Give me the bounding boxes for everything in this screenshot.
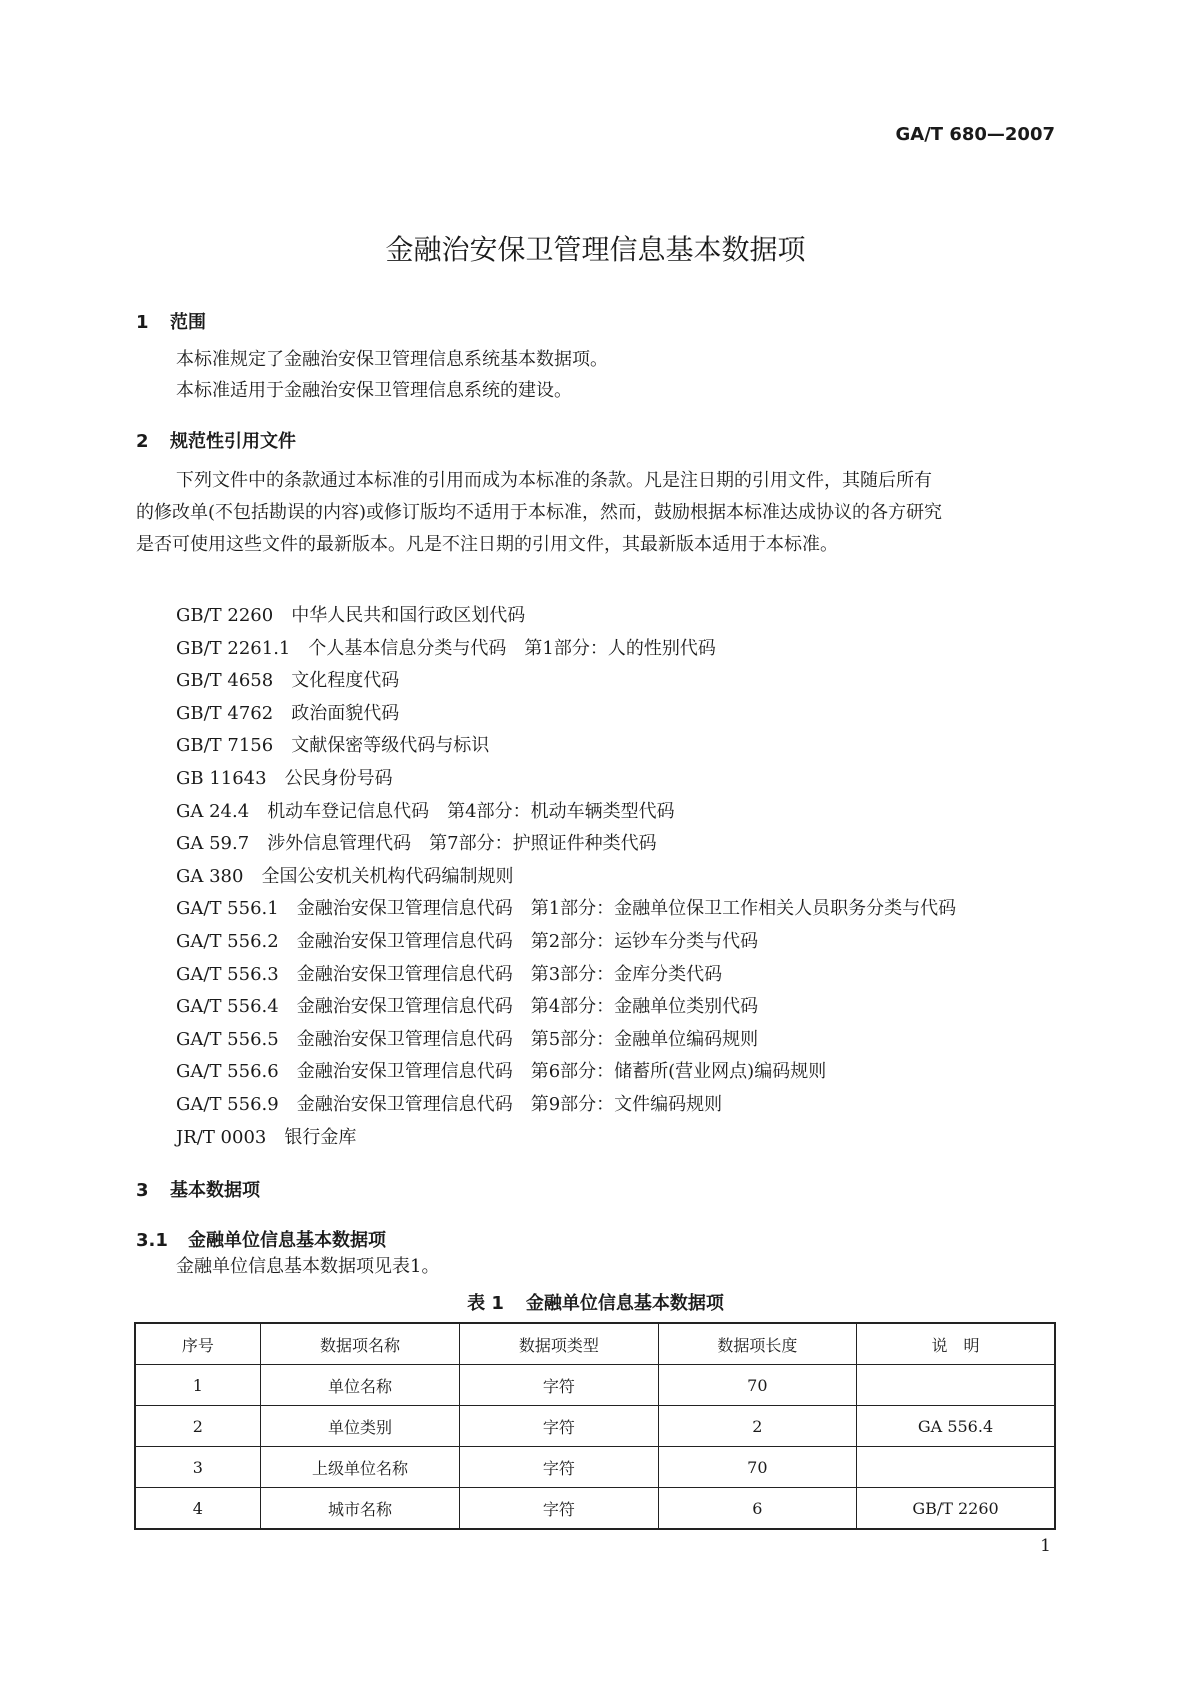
table-cell: 上级单位名称 [260, 1447, 459, 1488]
reference-title: 政治面貌代码 [291, 702, 400, 724]
reference-code: GB/T 2260 [176, 605, 274, 626]
table-cell: 70 [658, 1447, 856, 1488]
reference-code: GA 24.4 [176, 800, 250, 822]
table-cell: 4 [135, 1488, 260, 1530]
header-cell: 说 明 [857, 1323, 1055, 1365]
reference-title: 公民身份号码 [284, 767, 393, 789]
reference-item [176, 730, 956, 763]
reference-title: 涉外信息管理代码 第7部分：护照证件种类代码 [267, 833, 657, 855]
subsection-3-1-heading [136, 1226, 386, 1252]
table-row [135, 1406, 1055, 1447]
reference-title: 机动车登记信息代码 第4部分：机动车辆类型代码 [267, 800, 675, 822]
reference-code: GA 380 [176, 865, 244, 887]
reference-item [176, 861, 956, 894]
reference-code: GB/T 4762 [176, 702, 274, 724]
reference-item [176, 665, 956, 698]
reference-code: GB/T 4658 [176, 670, 274, 692]
section-1-heading [136, 308, 206, 334]
reference-title: 银行金库 [284, 1126, 357, 1148]
reference-code: GA/T 556.6 [176, 1061, 279, 1083]
table-cell: 字符 [460, 1447, 658, 1488]
table-cell: 单位名称 [260, 1365, 459, 1406]
reference-title: 文献保密等级代码与标识 [291, 735, 490, 757]
header-cell: 数据项长度 [658, 1323, 856, 1365]
reference-item [176, 600, 956, 633]
table-cell: GB/T 2260 [857, 1488, 1055, 1530]
section-2-heading [136, 427, 296, 453]
intro-line: 下列文件中的条款通过本标准的引用而成为本标准的条款。凡是注日期的引用文件，其随后所有 [176, 470, 932, 491]
data-items-table [134, 1322, 1056, 1530]
section-title: 范围 [170, 312, 206, 333]
section-3-heading [136, 1176, 260, 1202]
table-cell: 3 [135, 1447, 260, 1488]
table-cell [857, 1447, 1055, 1488]
reference-item [176, 828, 956, 861]
page-number: 1 [1040, 1536, 1051, 1556]
reference-title: 金融治安保卫管理信息代码 第5部分：金融单位编码规则 [296, 1028, 759, 1050]
reference-code: GB 11643 [176, 767, 267, 789]
reference-code: GB/T 2261.1 [176, 637, 291, 659]
header-cell: 序号 [135, 1323, 260, 1365]
reference-item [176, 1056, 956, 1089]
reference-item [176, 633, 956, 666]
reference-item [176, 1024, 956, 1057]
table-row [135, 1365, 1055, 1406]
reference-title: 金融治安保卫管理信息代码 第3部分：金库分类代码 [296, 963, 723, 985]
reference-item [176, 893, 956, 926]
section-number: 1 [136, 312, 149, 333]
subsection-3-1-text: 金融单位信息基本数据项见表1。 [176, 1256, 440, 1277]
reference-code: GA/T 556.9 [176, 1093, 279, 1115]
reference-code: JR/T 0003 [176, 1126, 267, 1148]
reference-item [176, 763, 956, 796]
table-cell: 城市名称 [260, 1488, 459, 1530]
reference-title: 金融治安保卫管理信息代码 第6部分：储蓄所(营业网点)编码规则 [296, 1061, 827, 1083]
reference-code: GA 59.7 [176, 833, 250, 855]
intro-line: 是否可使用这些文件的最新版本。凡是不注日期的引用文件，其最新版本适用于本标准。 [136, 534, 838, 555]
reference-title: 金融治安保卫管理信息代码 第2部分：运钞车分类与代码 [296, 930, 759, 952]
table-row [135, 1447, 1055, 1488]
reference-item [176, 698, 956, 731]
reference-title: 金融治安保卫管理信息代码 第1部分：金融单位保卫工作相关人员职务分类与代码 [296, 898, 957, 920]
reference-item [176, 959, 956, 992]
table-caption [0, 1289, 1191, 1315]
subsection-number: 3.1 [136, 1230, 168, 1251]
table-cell: 1 [135, 1365, 260, 1406]
reference-title: 金融治安保卫管理信息代码 第9部分：文件编码规则 [296, 1093, 723, 1115]
table-cell: 字符 [460, 1365, 658, 1406]
reference-item [176, 926, 956, 959]
reference-code: GA/T 556.1 [176, 898, 279, 920]
table-cell: 6 [658, 1488, 856, 1530]
section-title: 基本数据项 [170, 1180, 260, 1201]
reference-code: GA/T 556.4 [176, 996, 279, 1018]
section-number: 2 [136, 431, 149, 452]
intro-line: 的修改单(不包括勘误的内容)或修订版均不适用于本标准，然而，鼓励根据本标准达成协议的各方研究 [136, 502, 943, 523]
standard-number: GA/T 680—2007 [895, 124, 1055, 145]
reference-code: GA/T 556.3 [176, 963, 279, 985]
table-cell: 2 [658, 1406, 856, 1447]
reference-item [176, 991, 956, 1024]
section-title: 规范性引用文件 [170, 431, 296, 452]
table-header-row [135, 1323, 1055, 1365]
reference-code: GB/T 7156 [176, 735, 274, 757]
reference-title: 金融治安保卫管理信息代码 第4部分：金融单位类别代码 [296, 996, 759, 1018]
reference-list [176, 600, 956, 1154]
section-number: 3 [136, 1180, 149, 1201]
table-cell [857, 1365, 1055, 1406]
table-cell: 70 [658, 1365, 856, 1406]
subsection-title: 金融单位信息基本数据项 [188, 1230, 386, 1251]
header-cell: 数据项类型 [460, 1323, 658, 1365]
scope-paragraph-1: 本标准规定了金融治安保卫管理信息系统基本数据项。 [176, 349, 608, 370]
table-title: 金融单位信息基本数据项 [525, 1293, 724, 1314]
scope-paragraph-2: 本标准适用于金融治安保卫管理信息系统的建设。 [176, 380, 572, 401]
document-title: 金融治安保卫管理信息基本数据项 [385, 233, 806, 266]
reference-code: GA/T 556.2 [176, 930, 279, 952]
table-cell: GA 556.4 [857, 1406, 1055, 1447]
table-cell: 字符 [460, 1406, 658, 1447]
table-cell: 单位类别 [260, 1406, 459, 1447]
normative-references-intro [136, 465, 1056, 561]
reference-item [176, 1089, 956, 1122]
reference-title: 个人基本信息分类与代码 第1部分：人的性别代码 [308, 637, 716, 659]
table-row [135, 1488, 1055, 1530]
reference-title: 全国公安机关机构代码编制规则 [261, 865, 514, 887]
table-label: 表 1 [467, 1293, 504, 1314]
table-cell: 2 [135, 1406, 260, 1447]
reference-item [176, 796, 956, 829]
reference-title: 中华人民共和国行政区划代码 [291, 605, 526, 626]
reference-title: 文化程度代码 [291, 670, 400, 692]
reference-code: GA/T 556.5 [176, 1028, 279, 1050]
table-cell: 字符 [460, 1488, 658, 1530]
header-cell: 数据项名称 [260, 1323, 459, 1365]
reference-item [176, 1122, 956, 1155]
